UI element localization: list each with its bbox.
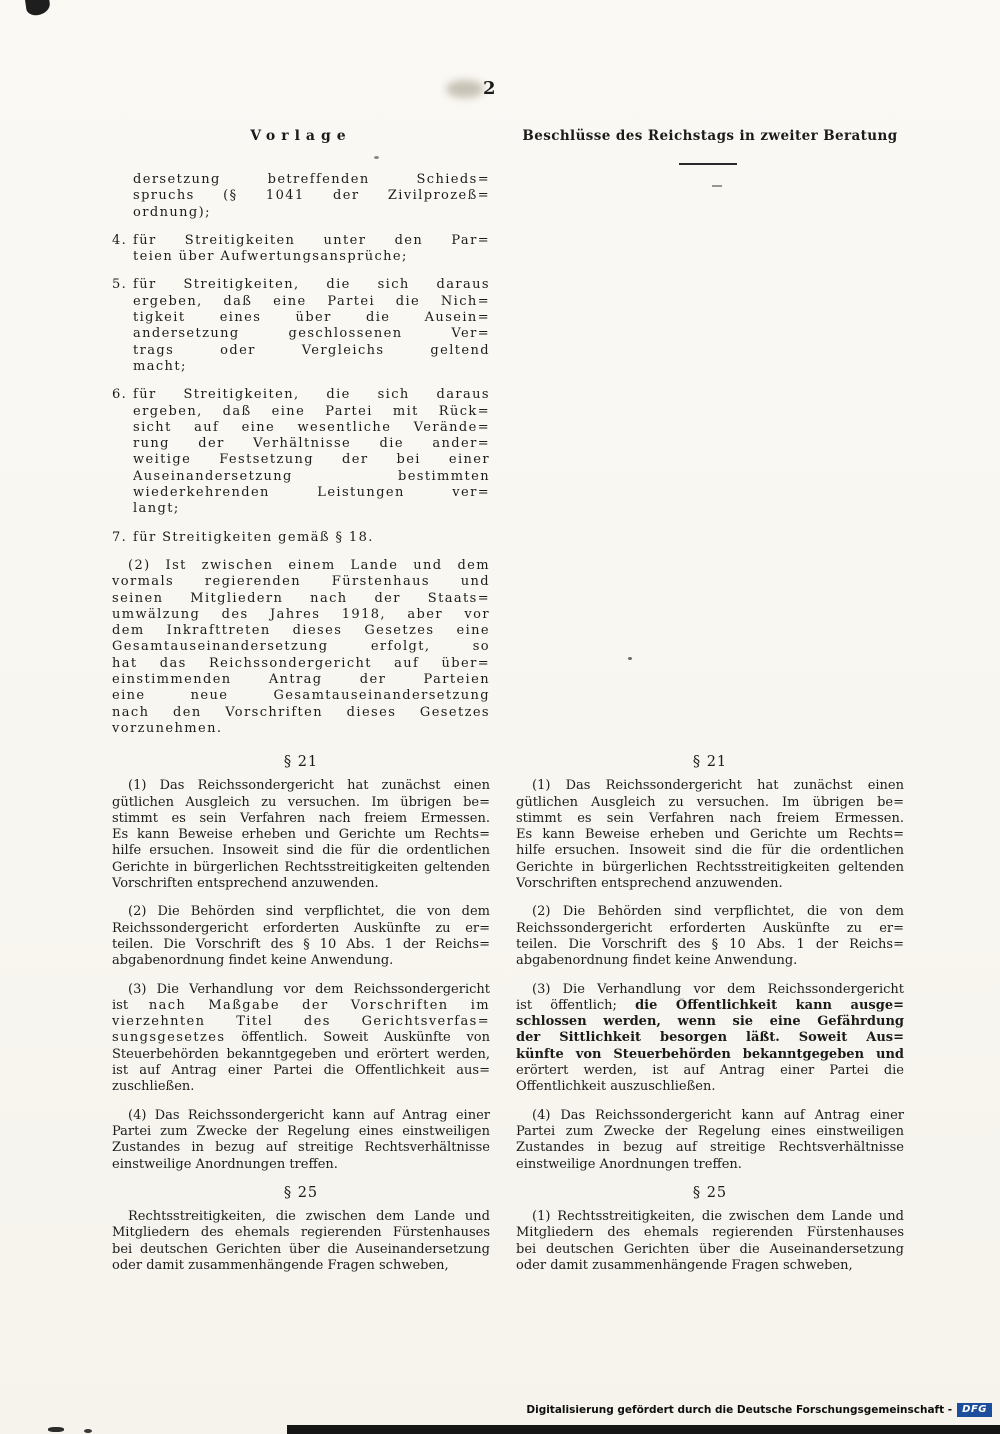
scan-edge-strip <box>287 1425 1000 1434</box>
text-line: vorzunehmen. <box>112 720 223 736</box>
text-line: gütlichen Ausgleich zu versuchen. Im übrigen be= <box>516 794 904 810</box>
paragraph <box>516 904 904 969</box>
section-heading: § 25 <box>692 1184 728 1201</box>
text-line: abgabenordnung findet keine Anwendung. <box>112 953 394 969</box>
scan-speck <box>712 185 722 187</box>
text-line: (4) Das Reichssondergericht kann auf Antrag einer <box>128 1107 490 1123</box>
text-line: spruchs (§ 1041 der Zivilprozeß= <box>133 188 490 204</box>
text-line: für Streitigkeiten, die sich daraus <box>133 387 490 403</box>
text-line: bei deutschen Gerichten über die Auseinandersetzung <box>112 1241 490 1257</box>
section-heading: § 25 <box>283 1184 319 1201</box>
text-line: Gerichte in bürgerlichen Rechtsstreitigkeiten geltenden <box>112 859 490 875</box>
text-line: Partei zum Zwecke der Regelung eines einstweiligen <box>112 1123 490 1139</box>
section-heading: § 21 <box>283 754 319 770</box>
text-line: Partei zum Zwecke der Regelung eines einstweiligen <box>516 1123 904 1139</box>
text-line: Gerichte in bürgerlichen Rechtsstreitigkeiten geltenden <box>516 859 904 875</box>
text-line: Gesamtauseinandersetzung erfolgt, so <box>112 639 490 655</box>
text-line: gütlichen Ausgleich zu versuchen. Im übrigen be= <box>112 794 490 810</box>
text-line: (2) Die Behörden sind verpflichtet, die von dem <box>532 904 904 920</box>
paragraph <box>112 904 490 969</box>
text-line: ist öffentlich; die Öffentlichkeit kann ausge= <box>516 997 904 1013</box>
text-line: Zustandes in bezug auf streitige Rechtsverhältnisse <box>516 1140 904 1156</box>
scan-smudge <box>446 80 484 98</box>
text-line: (2) Die Behörden sind verpflichtet, die von dem <box>128 904 490 920</box>
text-line: Öffentlichkeit auszuschließen. <box>516 1079 716 1095</box>
text-line: (3) Die Verhandlung vor dem Reichssondergericht <box>128 981 490 997</box>
dfg-logo: DFG <box>957 1403 992 1417</box>
digitization-footer <box>526 1403 992 1417</box>
text-line: vierzehnten Titel des Gerichtsverfas= <box>112 1014 490 1030</box>
text-line: künfte von Steuerbehörden bekanntgegeben und <box>516 1046 904 1062</box>
text-line: (4) Das Reichssondergericht kann auf Antrag einer <box>532 1107 904 1123</box>
text-line: abgabenordnung findet keine Anwendung. <box>516 953 798 969</box>
text-line: sicht auf eine wesentliche Verände= <box>133 419 490 435</box>
scan-artifact <box>84 1429 92 1433</box>
text-line: tigkeit eines über die Ausein= <box>133 310 490 326</box>
paragraph <box>112 172 490 221</box>
text-line: erörtert werden, ist auf Antrag einer Partei die <box>516 1063 904 1079</box>
text-line: zuschließen. <box>112 1079 195 1095</box>
text-line: Auseinandersetzung bestimmten <box>133 468 490 484</box>
text-line: nach den Vorschriften dieses Gesetzes <box>112 704 490 720</box>
text-line: Rechtsstreitigkeiten, die zwischen dem Lande und <box>128 1209 490 1225</box>
text-line: für Streitigkeiten gemäß § 18. <box>133 529 374 545</box>
text-line: seinen Mitgliedern nach der Staats= <box>112 590 490 606</box>
text-line: bei deutschen Gerichten über die Auseinandersetzung <box>516 1241 904 1257</box>
item-number: 4. <box>112 232 128 248</box>
column-header-vorlage: Vorlage <box>250 128 352 144</box>
item-number: 5. <box>112 277 128 293</box>
item-number: 7. <box>112 529 128 545</box>
text-line: Vorschriften entsprechend anzuwenden. <box>516 876 783 892</box>
scan-artifact <box>25 0 51 17</box>
text-line: (2) Ist zwischen einem Lande und dem <box>128 557 490 573</box>
text-line: dem Inkrafttreten dieses Gesetzes eine <box>112 623 490 639</box>
text-line: oder damit zusammenhängende Fragen schweben, <box>112 1258 449 1274</box>
text-line: trags oder Vergleichs geltend <box>133 342 490 358</box>
text-line: einstimmenden Antrag der Parteien <box>112 672 490 688</box>
text-line: eine neue Gesamtauseinandersetzung <box>112 688 490 704</box>
text-line: Es kann Beweise erheben und Gerichte um Rechts= <box>112 827 490 843</box>
text-line: der Sittlichkeit besorgen läßt. Soweit Aus= <box>516 1030 904 1046</box>
text-line: ergeben, daß eine Partei die Nich= <box>133 293 490 309</box>
text-line: hilfe ersuchen. Insoweit sind die für die ordentlichen <box>112 843 490 859</box>
text-line: stimmt es sein Verfahren nach freiem Ermessen. <box>516 810 904 826</box>
text-line: Steuerbehörden bekanntgegeben und erörtert werden, <box>112 1046 490 1062</box>
text-line: rung der Verhältnisse die ander= <box>133 436 490 452</box>
left-column-upper <box>112 172 490 749</box>
text-line: (3) Die Verhandlung vor dem Reichssondergericht <box>532 981 904 997</box>
text-line: stimmt es sein Verfahren nach freiem Ermessen. <box>112 810 490 826</box>
text-line: weitige Festsetzung der bei einer <box>133 452 490 468</box>
text-line: hilfe ersuchen. Insoweit sind die für die ordentlichen <box>516 843 904 859</box>
list-item <box>112 530 490 546</box>
text-line: sungsgesetzes öffentlich. Soweit Auskünfte von <box>112 1030 490 1046</box>
column-header-beschluesse: Beschlüsse des Reichstags in zweiter Beratung <box>522 128 898 144</box>
text-line: Vorschriften entsprechend anzuwenden. <box>112 876 379 892</box>
paragraph <box>516 778 904 892</box>
text-line: dersetzung betreffenden Schieds= <box>133 172 490 187</box>
text-line: ist nach Maßgabe der Vorschriften im <box>112 997 490 1013</box>
text-line: vormals regierenden Fürstenhaus und <box>112 574 490 590</box>
text-line: für Streitigkeiten, die sich daraus <box>133 277 490 293</box>
paragraph <box>516 1108 904 1173</box>
text-line: einstweilige Anordnungen treffen. <box>112 1156 338 1172</box>
text-line: macht; <box>133 358 187 374</box>
text-line: Zustandes in bezug auf streitige Rechtsverhältnisse <box>112 1140 490 1156</box>
scan-speck <box>628 657 632 660</box>
text-line: hat das Reichssondergericht auf über= <box>112 655 490 671</box>
section-heading: § 21 <box>692 754 728 770</box>
text-line: ergeben, daß eine Partei mit Rück= <box>133 403 490 419</box>
list-item <box>112 387 490 517</box>
footer-text: Digitalisierung gefördert durch die Deutsche Forschungsgemeinschaft - <box>526 1404 953 1416</box>
page-number: 2 <box>483 78 497 99</box>
paragraph <box>112 982 490 1096</box>
text-line: einstweilige Anordnungen treffen. <box>516 1156 742 1172</box>
text-line: wiederkehrenden Leistungen ver= <box>133 485 490 501</box>
list-item <box>112 277 490 375</box>
paragraph <box>112 778 490 892</box>
text-line: andersetzung geschlossenen Ver= <box>133 326 490 342</box>
text-line: schlossen werden, wenn sie eine Gefährdung <box>516 1014 904 1030</box>
paragraph <box>112 1209 490 1274</box>
list-item <box>112 233 490 266</box>
header-rule <box>679 163 737 165</box>
scan-artifact <box>48 1427 64 1432</box>
paragraph <box>516 982 904 1096</box>
text-line: für Streitigkeiten unter den Par= <box>133 232 490 248</box>
text-line: oder damit zusammenhängende Fragen schweben, <box>516 1258 853 1274</box>
text-line: ordnung); <box>133 204 211 220</box>
text-line: Es kann Beweise erheben und Gerichte um Rechts= <box>516 827 904 843</box>
left-column-lower <box>112 752 490 1286</box>
paragraph <box>112 558 490 737</box>
text-line: langt; <box>133 501 180 517</box>
text-line: teilen. Die Vorschrift des § 10 Abs. 1 der Reichs= <box>516 936 904 952</box>
text-line: Mitgliedern des ehemals regierenden Fürstenhauses <box>516 1225 904 1241</box>
right-column-lower <box>516 752 904 1286</box>
text-line: teien über Aufwertungsansprüche; <box>133 249 408 265</box>
scan-speck <box>374 156 379 159</box>
text-line: (1) Das Reichssondergericht hat zunächst einen <box>128 778 490 794</box>
text-line: Reichssondergericht erforderten Auskünfte zu er= <box>516 920 904 936</box>
item-number: 6. <box>112 387 128 403</box>
text-line: teilen. Die Vorschrift des § 10 Abs. 1 der Reichs= <box>112 936 490 952</box>
text-line: Mitgliedern des ehemals regierenden Fürstenhauses <box>112 1225 490 1241</box>
text-line: umwälzung des Jahres 1918, aber vor <box>112 606 490 622</box>
paragraph <box>112 1108 490 1173</box>
text-line: (1) Das Reichssondergericht hat zunächst einen <box>532 778 904 794</box>
text-line: Reichssondergericht erforderten Auskünfte zu er= <box>112 920 490 936</box>
text-line: ist auf Antrag einer Partei die Öffentlichkeit aus= <box>112 1063 490 1079</box>
paragraph <box>516 1209 904 1274</box>
text-line: (1) Rechtsstreitigkeiten, die zwischen dem Lande und <box>532 1209 904 1225</box>
